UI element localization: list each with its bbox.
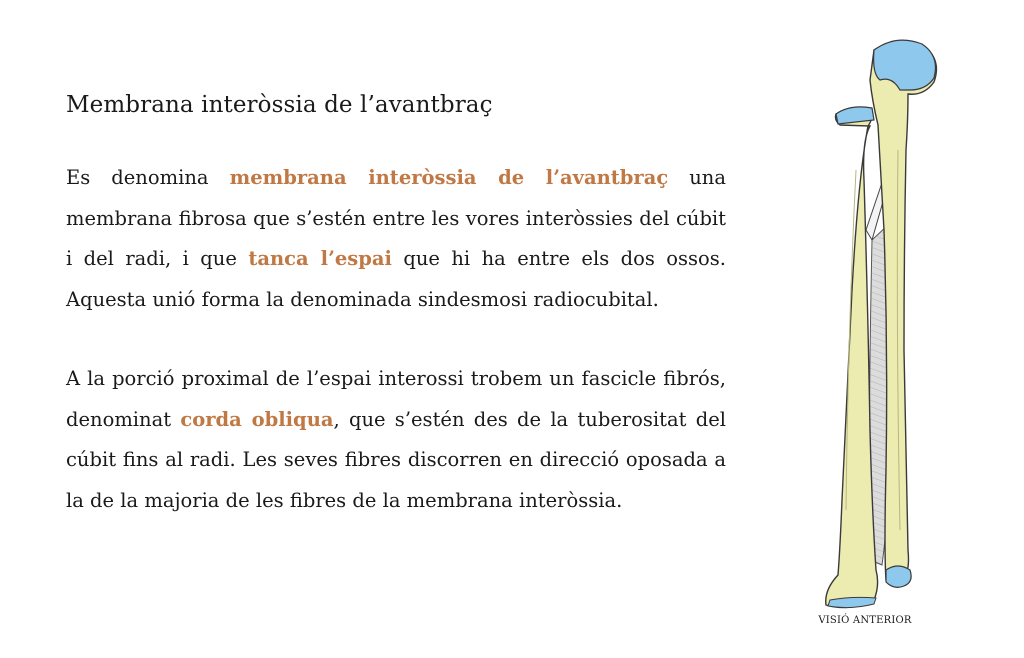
distal-radius-cartilage: [828, 597, 876, 607]
highlight-tanca-espai: tanca l’espai: [248, 247, 392, 270]
paragraph-1-text-c: que hi ha entre els dos ossos. Aquesta unió forma la denominada sindesmosi radiocubital.: [66, 247, 726, 311]
paragraph-2: [66, 359, 726, 521]
highlight-corda-obliqua: corda obliqua: [180, 407, 334, 431]
forearm-bones-illustration: [800, 30, 960, 610]
highlight-membrana-interossia: membrana interòssia de l’avantbraç: [229, 166, 669, 189]
paragraph-2-text-b: , que s’estén des de la tuberositat del cúbit fins al radi. Les seves fibres discorren en direcció oposada a la de la majoria de les fibres de la membrana interòssia.: [66, 407, 726, 512]
paragraph-2-text-a: A la porció proximal de l’espai interossi trobem un fascicle fibrós, denominat: [66, 367, 726, 431]
paragraph-1: [66, 158, 726, 320]
paragraph-1-text-a: Es denomina: [66, 166, 230, 189]
article: [66, 88, 726, 521]
figure-caption: VISIÓ ANTERIOR: [818, 615, 912, 626]
distal-ulna-cartilage: [886, 566, 911, 587]
page-title: Membrana interòssia de l’avantbraç: [66, 92, 493, 118]
paragraph-1-text-b: una membrana fibrosa que s’estén entre les vores interòssies del cúbit i del radi, i que: [66, 166, 726, 270]
